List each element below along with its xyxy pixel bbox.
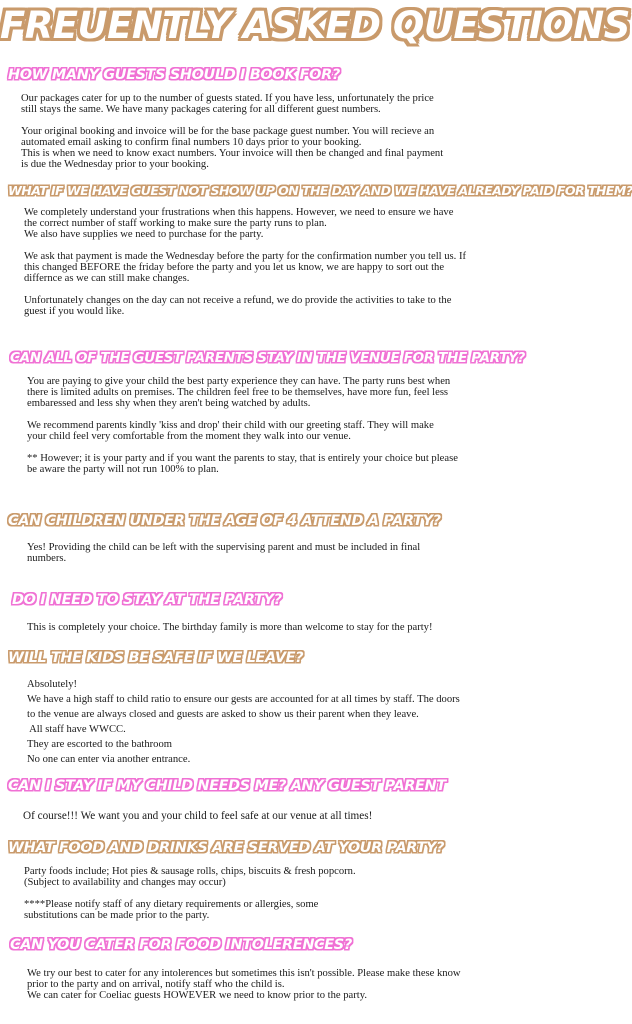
answer-line: We have a high staff to child ratio to ensure our gests are accounted for at all times by staff. The doors [27,694,460,705]
answer-line: embaressed and less shy when they aren't being watched by adults. [27,398,311,409]
answer-line: We ask that payment is made the Wednesday before the party for the confirmation number you tell us. If [24,251,467,262]
answer-line: You are paying to give your child the best party experience they can have. The party runs best when [27,376,451,387]
faq-answer-child-needs-me [23,811,372,822]
faq-question-food-drinks: WHAT FOOD AND DRINKS ARE SERVED AT YOUR PARTY? [8,840,445,856]
answer-line: be aware the party will not run 100% to plan. [27,464,219,475]
answer-line: We recommend parents kindly 'kiss and drop' their child with our greeting staff. They will make [27,420,434,431]
answer-line: guest if you would like. [24,306,125,317]
faq-question-parents-stay: CAN ALL OF THE GUEST PARENTS STAY IN THE VENUE FOR THE PARTY? [10,350,525,366]
answer-line: differnce as we can still make changes. [24,273,190,284]
answer-line: substitutions can be made prior to the party. [24,910,210,921]
answer-line: this changed BEFORE the friday before the party and you let us know, we are happy to sort out the [24,262,445,273]
faq-question-child-needs-me: CAN I STAY IF MY CHILD NEEDS ME? ANY GUEST PARENT [8,778,446,794]
answer-line: automated email asking to confirm final numbers 10 days prior to your booking. [21,137,362,148]
faq-answer-kids-safe [27,677,460,767]
answer-line: Your original booking and invoice will be for the base package guest number. You will recieve an [21,126,435,137]
page-title: FREUENTLY ASKED QUESTIONS [0,4,630,47]
faq-answer-need-to-stay [27,622,433,633]
answer-line: (Subject to availability and changes may occur) [24,877,226,888]
answer-line: Our packages cater for up to the number of guests stated. If you have less, unfortunately the price [21,93,434,104]
answer-line: We can cater for Coeliac guests HOWEVER we need to know prior to the party. [27,990,367,1001]
faq-question-under-4: CAN CHILDREN UNDER THE AGE OF 4 ATTEND A PARTY? [8,513,441,529]
answer-line: is due the Wednesday prior to your booking. [21,159,209,170]
faq-question-no-show: WHAT IF WE HAVE GUEST NOT SHOW UP ON THE DAY AND WE HAVE ALREADY PAID FOR THEM? [8,183,632,198]
answer-line: ** However; it is your party and if you want the parents to stay, that is entirely your choice but please [27,453,458,464]
answer-line: Of course!!! We want you and your child to feel safe at our venue at all times! [23,810,373,822]
faq-answer-food-drinks [24,866,356,921]
answer-line: They are escorted to the bathroom [27,739,173,750]
answer-line: your child feel very comfortable from the moment they walk into our venue. [27,431,351,442]
answer-line: numbers. [27,553,67,564]
answer-line: to the venue are always closed and guests are asked to show us their parent when they leave. [27,709,419,720]
faq-answer-no-show [24,207,466,317]
answer-line: Yes! Providing the child can be left with the supervising parent and must be included in final [27,542,421,553]
faq-question-intolerences: CAN YOU CATER FOR FOOD INTOLERENCES? [10,937,352,953]
answer-line: No one can enter via another entrance. [27,754,191,765]
faq-question-kids-safe: WILL THE KIDS BE SAFE IF WE LEAVE? [8,650,304,666]
faq-question-need-to-stay: DO I NEED TO STAY AT THE PARTY? [12,592,282,608]
answer-line: Absolutely! [27,679,78,690]
answer-line: still stays the same. We have many packages catering for all different guest numbers. [21,104,381,115]
faq-answer-intolerences [27,968,461,1001]
answer-line: Unfortunately changes on the day can not receive a refund, we do provide the activities to take to the [24,295,452,306]
answer-line: We try our best to cater for any intolerences but sometimes this isn't possible. Please make these know [27,968,461,979]
faq-answer-parents-stay [27,376,458,475]
answer-line: We also have supplies we need to purchase for the party. [24,229,264,240]
answer-line: All staff have WWCC. [27,724,126,735]
faq-answer-under-4 [27,542,420,564]
faq-question-guests: HOW MANY GUESTS SHOULD I BOOK FOR? [8,67,340,83]
answer-line: prior to the party and on arrival, notify staff who the child is. [27,979,285,990]
faq-answer-guests [21,93,443,170]
answer-line: This is completely your choice. The birthday family is more than welcome to stay for the party! [27,622,433,633]
answer-line: This is when we need to know exact numbers. Your invoice will then be changed and final payment [21,148,444,159]
answer-line: We completely understand your frustrations when this happens. However, we need to ensure we have [24,207,454,218]
answer-line: ****Please notify staff of any dietary requirements or allergies, some [24,899,319,910]
answer-line: Party foods include; Hot pies & sausage rolls, chips, biscuits & fresh popcorn. [24,866,356,877]
answer-line: the correct number of staff working to make sure the party runs to plan. [24,218,327,229]
answer-line: there is limited adults on premises. The children feel free to be themselves, have more fun, feel less [27,387,449,398]
